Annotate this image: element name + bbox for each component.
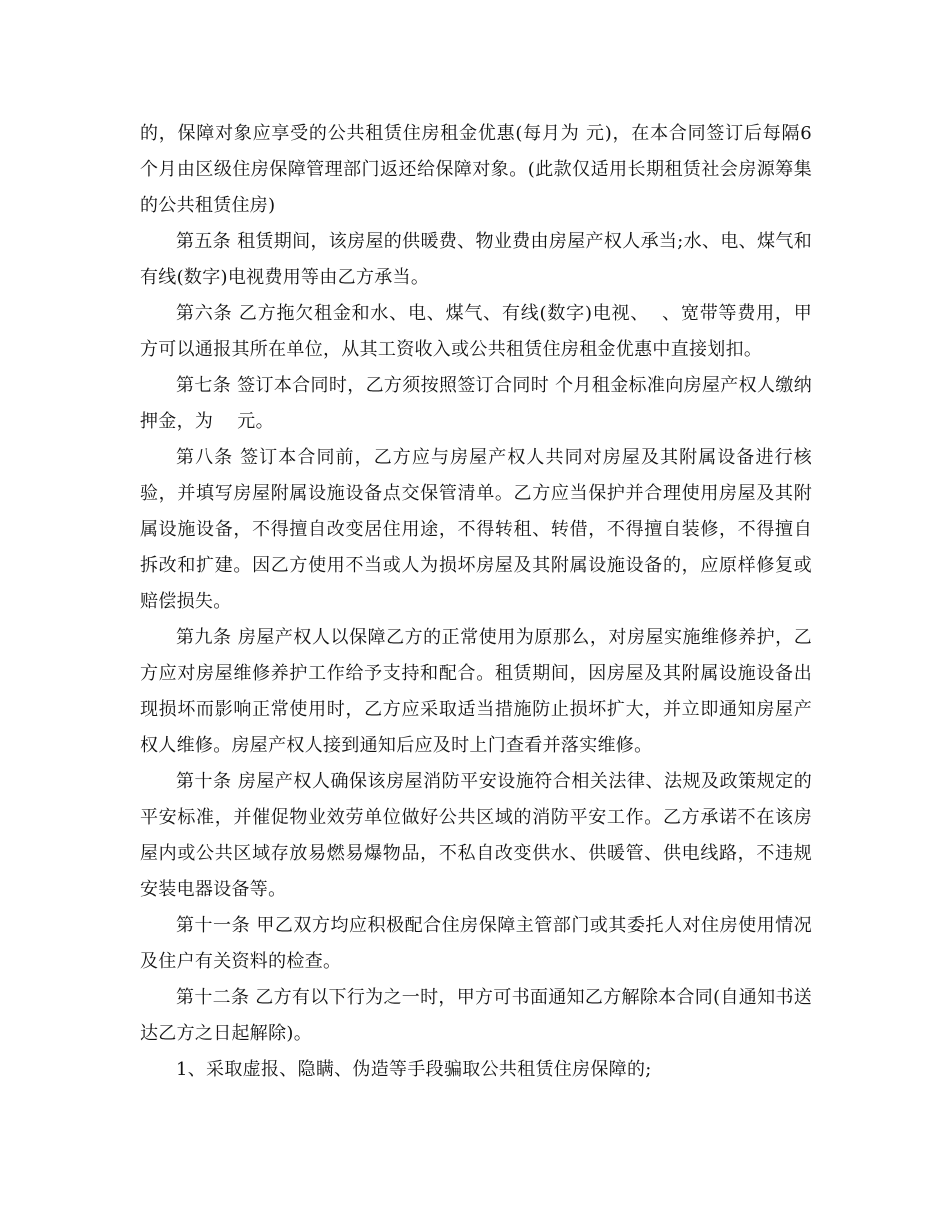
clause-8: 第八条 签订本合同前，乙方应与房屋产权人共同对房屋及其附属设备进行核验，并填写房屋附属设施设备点交保管清单。乙方应当保护并合理使用房屋及其附属设施设备，不得擅自改变居住用途，不得转租、转借，不得擅自装修，不得擅自拆改和扩建。因乙方使用不当或人为损坏房屋及其附属设施设备的，应原样修复或赔偿损失。 <box>140 447 812 612</box>
clause-6: 第六条 乙方拖欠租金和水、电、煤气、有线(数字)电视、 、宽带等费用，甲方可以通报其所在单位，从其工资收入或公共租赁住房租金优惠中直接划扣。 <box>140 303 812 360</box>
clause-10: 第十条 房屋产权人确保该房屋消防平安设施符合相关法律、法规及政策规定的平安标准，并催促物业效劳单位做好公共区域的消防平安工作。乙方承诺不在该房屋内或公共区域存放易燃易爆物品，不私自改变供水、供暖管、供电线路，不违规安装电器设备等。 <box>140 771 812 900</box>
clause-12: 第十二条 乙方有以下行为之一时，甲方可书面通知乙方解除本合同(自通知书送达乙方之日起解除)。 <box>140 987 812 1044</box>
paragraph-continuation: 的，保障对象应享受的公共租赁住房租金优惠(每月为 元)，在本合同签订后每隔6个月由区级住房保障管理部门返还给保障对象。(此款仅适用长期租赁社会房源筹集的公共租赁住房) <box>140 123 812 216</box>
clause-9: 第九条 房屋产权人以保障乙方的正常使用为原那么，对房屋实施维修养护，乙方应对房屋维修养护工作给予支持和配合。租赁期间，因房屋及其附属设施设备出现损坏而影响正常使用时，乙方应采取适当措施防止损坏扩大，并立即通知房屋产权人维修。房屋产权人接到通知后应及时上门查看并落实维修。 <box>140 627 812 756</box>
clause-11: 第十一条 甲乙双方均应积极配合住房保障主管部门或其委托人对住房使用情况及住户有关资料的检查。 <box>140 915 812 972</box>
list-item-1: 1、采取虚报、隐瞒、伪造等手段骗取公共租赁住房保障的; <box>176 1059 652 1080</box>
clause-7: 第七条 签订本合同时，乙方须按照签订合同时 个月租金标准向房屋产权人缴纳押金，为 元。 <box>140 375 812 432</box>
document-body <box>140 116 812 1088</box>
clause-5: 第五条 租赁期间，该房屋的供暖费、物业费由房屋产权人承当;水、电、煤气和有线(数字)电视费用等由乙方承当。 <box>140 231 812 288</box>
